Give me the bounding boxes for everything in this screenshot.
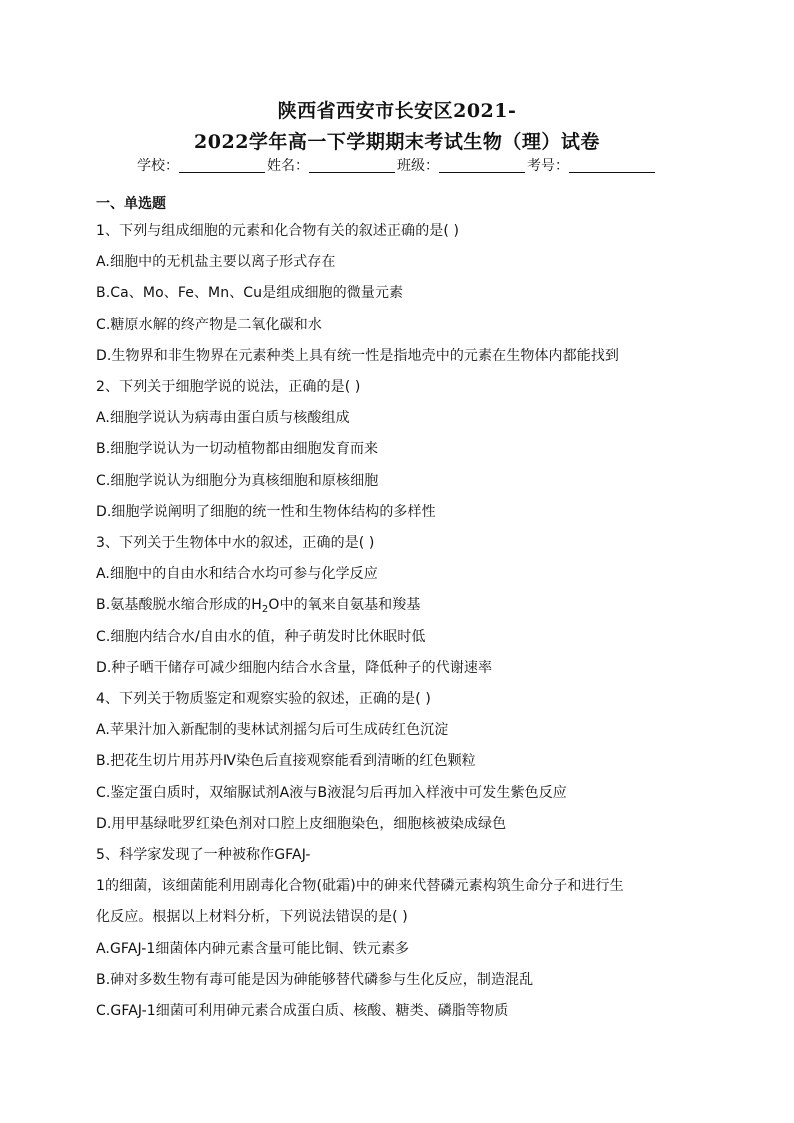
- question-5-option-a: A.GFAJ-1细菌体内砷元素含量可能比铜、铁元素多: [96, 940, 410, 957]
- question-1-option-b: B.Ca、Mo、Fe、Mn、Cu是组成细胞的微量元素: [96, 285, 404, 302]
- question-2-option-a: A.细胞学说认为病毒由蛋白质与核酸组成: [96, 410, 350, 427]
- question-4-option-c: C.鉴定蛋白质时，双缩脲试剂A液与B液混匀后再加入样液中可发生紫色反应: [96, 784, 567, 801]
- question-4-option-a: A.苹果汁加入新配制的斐林试剂摇匀后可生成砖红色沉淀: [96, 722, 449, 739]
- question-2-stem: 2、下列关于细胞学说的说法，正确的是( ): [96, 379, 361, 396]
- question-1-option-a: A.细胞中的无机盐主要以离子形式存在: [96, 254, 336, 271]
- question-1-stem: 1、下列与组成细胞的元素和化合物有关的叙述正确的是( ): [96, 223, 460, 239]
- question-5-option-b: B.砷对多数生物有毒可能是因为砷能够替代磷参与生化反应，制造混乱: [96, 971, 534, 988]
- question-2-option-d: D.细胞学说阐明了细胞的统一性和生物体结构的多样性: [96, 503, 436, 520]
- student-info-row: [0, 155, 794, 175]
- question-2-option-c: C.细胞学说认为细胞分为真核细胞和原核细胞: [96, 472, 379, 489]
- exam-number-label: 考号：: [527, 158, 569, 174]
- question-5-stem-line2: 1的细菌，该细菌能利用剧毒化合物(砒霜)中的砷来代替磷元素构筑生命分子和进行生: [96, 878, 624, 895]
- question-list: [96, 216, 716, 1027]
- school-blank[interactable]: [179, 158, 265, 173]
- section-heading: 一、单选题: [96, 196, 166, 212]
- name-label: 姓名：: [267, 158, 309, 174]
- school-label: 学校：: [137, 158, 179, 174]
- class-label: 班级：: [397, 158, 439, 174]
- question-4-stem: 4、下列关于物质鉴定和观察实验的叙述，正确的是( ): [96, 691, 431, 708]
- class-blank[interactable]: [439, 158, 525, 173]
- exam-title-line2: 2022学年高一下学期期末考试生物（理）试卷: [194, 131, 600, 153]
- question-5-option-c: C.GFAJ-1细菌可利用砷元素合成蛋白质、核酸、糖类、磷脂等物质: [96, 1003, 509, 1020]
- question-3-option-a: A.细胞中的自由水和结合水均可参与化学反应: [96, 566, 378, 583]
- question-1-option-d: D.生物界和非生物界在元素种类上具有统一性是指地壳中的元素在生物体内都能找到: [96, 347, 620, 364]
- question-4-option-b: B.把花生切片用苏丹Ⅳ染色后直接观察能看到清晰的红色颗粒: [96, 753, 476, 770]
- name-blank[interactable]: [309, 158, 395, 173]
- question-3-option-d: D.种子晒干储存可减少细胞内结合水含量，降低种子的代谢速率: [96, 659, 493, 676]
- question-2-option-b: B.细胞学说认为一切动植物都由细胞发育而来: [96, 441, 379, 458]
- question-3-option-b-end: O中的氧来自氨基和羧基: [268, 597, 421, 614]
- exam-number-blank[interactable]: [569, 158, 655, 173]
- question-3-option-b-start: B.氨基酸脱水缩合形成的H: [96, 597, 262, 614]
- subscript-2: 2: [261, 604, 269, 616]
- question-1-option-c: C.糖原水解的终产物是二氧化碳和水: [96, 316, 322, 333]
- question-3-option-c: C.细胞内结合水/自由水的值，种子萌发时比休眠时低: [96, 628, 426, 645]
- question-3-stem: 3、下列关于生物体中水的叙述，正确的是( ): [96, 535, 375, 552]
- question-3-option-b: [96, 590, 716, 621]
- question-5-stem-line1: 5、科学家发现了一种被称作GFAJ-: [96, 847, 311, 864]
- exam-title-line1: 陕西省西安市长安区2021-: [277, 100, 517, 122]
- question-4-option-d: D.用甲基绿吡罗红染色剂对口腔上皮细胞染色，细胞核被染成绿色: [96, 815, 507, 832]
- question-5-stem-line3: 化反应。根据以上材料分析，下列说法错误的是( ): [96, 909, 408, 926]
